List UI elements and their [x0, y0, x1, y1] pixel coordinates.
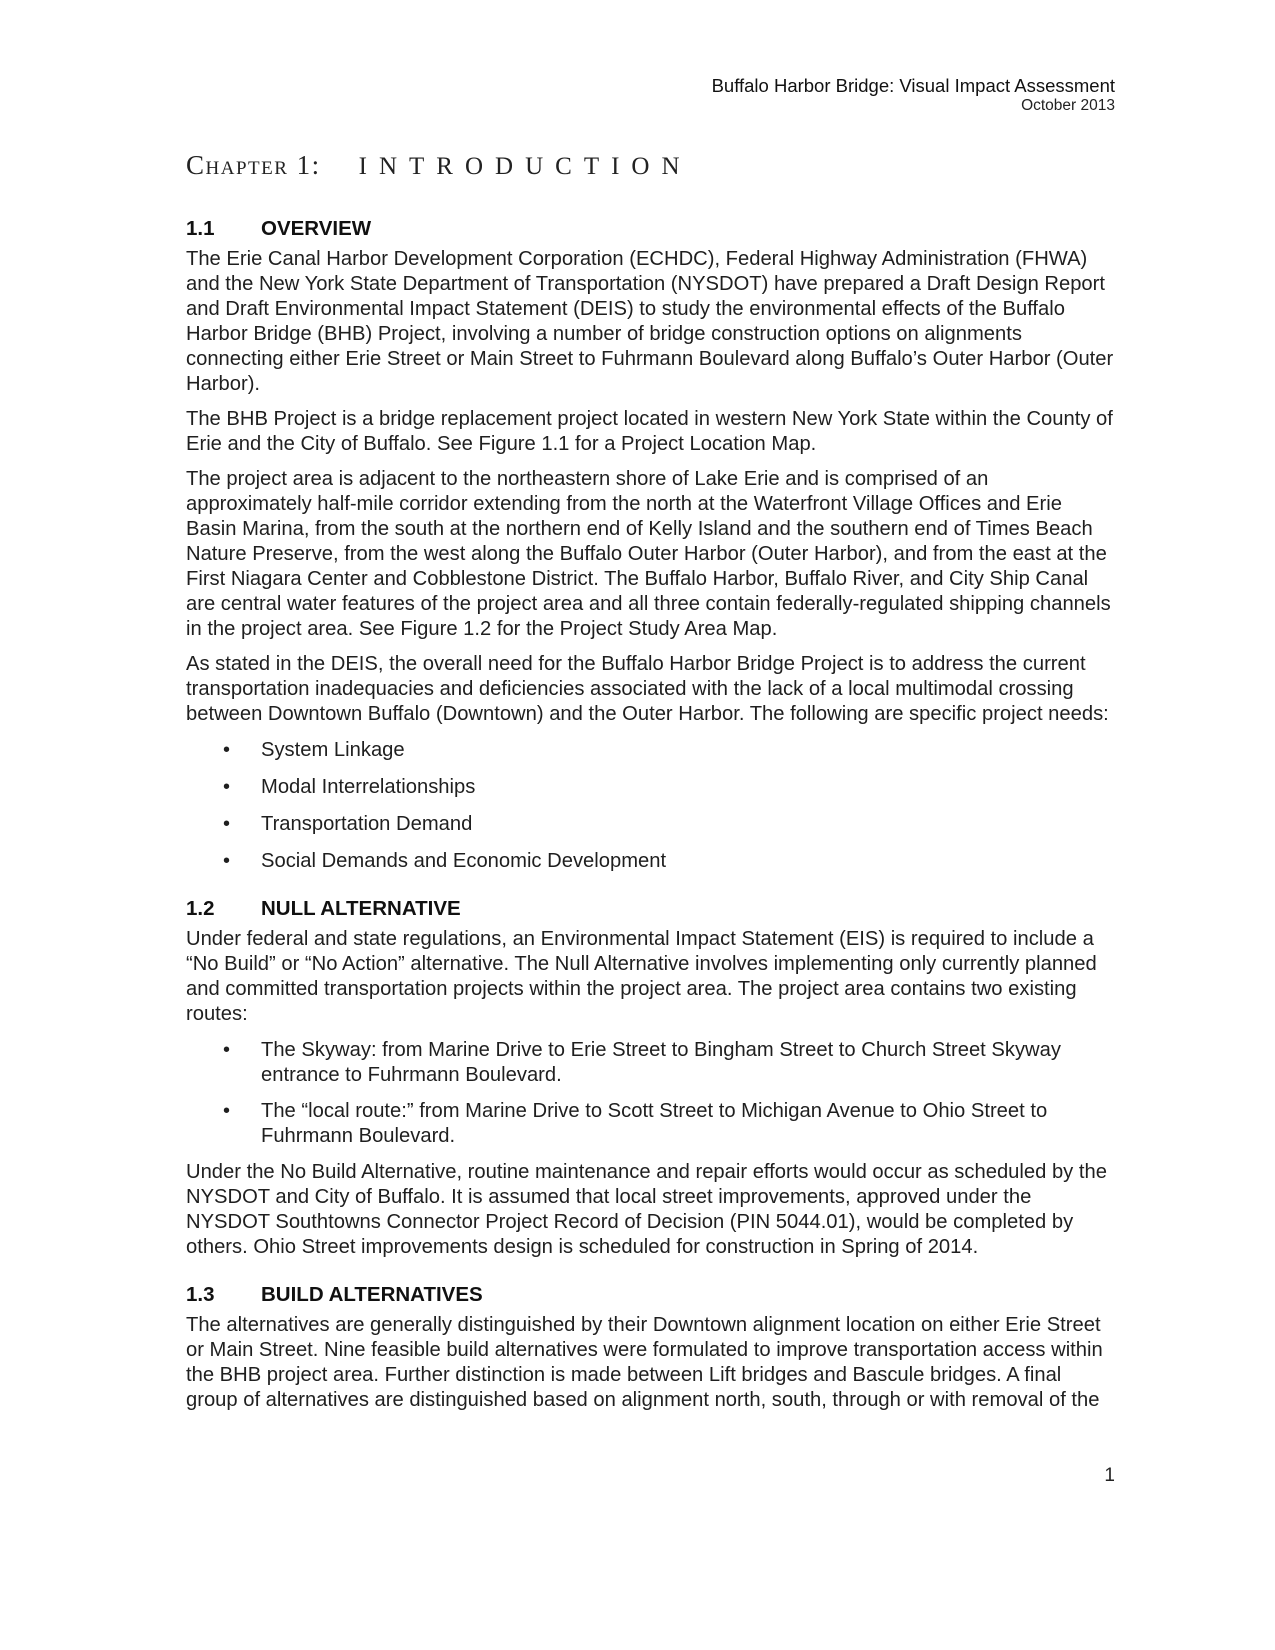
section-title: BUILD ALTERNATIVES — [261, 1283, 483, 1306]
list-item: • System Linkage — [223, 739, 405, 761]
section-title: OVERVIEW — [261, 217, 372, 240]
section-number: 1.2 — [186, 897, 215, 920]
section-heading-null-alternative — [186, 896, 1116, 922]
paragraph: The Erie Canal Harbor Development Corporation (ECHDC), Federal Highway Administration (FHWA) and the New York State Department of Transportation (NYSDOT) have prepared a Draft Design Report and Draft Environmental Impact Statement (DEIS) to study the environmental effects of the Buffalo Harbor Bridge (BHB) Project, involving a number of bridge construction options on alignments connecting either Erie Street or Main Street to Fuhrmann Boulevard along Buffalo’s Outer Harbor (Outer Harbor). — [186, 248, 1114, 395]
list-item: • Transportation Demand — [223, 813, 473, 835]
paragraph: The project area is adjacent to the northeastern shore of Lake Erie and is comprised of an approximately half-mile corridor extending from the north at the Waterfront Village Offices and Erie Basin Marina, from the south at the northern end of Kelly Island and the southern end of Times Beach Nature Preserve, from the west along the Buffalo Outer Harbor (Outer Harbor), and from the east at the First Niagara Center and Cobblestone District. The Buffalo Harbor, Buffalo River, and City Ship Canal are central water features of the project area and all three contain federally-regulated shipping channels in the project area. See Figure 1.2 for the Project Study Area Map. — [186, 468, 1111, 640]
paragraph: Under the No Build Alternative, routine maintenance and repair efforts would occur as scheduled by the NYSDOT and City of Buffalo. It is assumed that local street improvements, approved under the NYSDOT Southtowns Connector Project Record of Decision (PIN 5044.01), would be completed by others. Ohio Street improvements design is scheduled for construction in Spring of 2014. — [186, 1161, 1107, 1258]
bullet-icon: • — [223, 813, 231, 835]
list-item: • The “local route:” from Marine Drive to Scott Street to Michigan Avenue to Ohio Street to Fuhrmann Boulevard. — [223, 1100, 1048, 1147]
paragraph: The BHB Project is a bridge replacement project located in western New York State within the County of Erie and the City of Buffalo. See Figure 1.1 for a Project Location Map. — [186, 408, 1113, 455]
chapter-heading — [186, 150, 692, 181]
section-title: NULL ALTERNATIVE — [261, 897, 461, 920]
routes-list — [186, 1038, 1116, 1149]
bullet-icon: • — [223, 850, 231, 872]
running-header — [712, 75, 1115, 115]
section-heading-overview — [186, 216, 1116, 242]
body-content — [186, 216, 1116, 1413]
section-heading-build-alternatives — [186, 1282, 1116, 1308]
page-number: 1 — [1104, 1465, 1115, 1486]
list-item: • Modal Interrelationships — [223, 776, 476, 798]
bullet-icon: • — [223, 1100, 231, 1122]
bullet-icon: • — [223, 776, 231, 798]
list-item: • The Skyway: from Marine Drive to Erie Street to Bingham Street to Church Street Skyway entrance to Fuhrmann Boulevard. — [223, 1039, 1061, 1086]
paragraph: The alternatives are generally distinguished by their Downtown alignment location on either Erie Street or Main Street. Nine feasible build alternatives were formulated to improve transportation access within the BHB project area. Further distinction is made between Lift bridges and Bascule bridges. A final group of alternatives are distinguished based on alignment north, south, through or with removal of the — [186, 1314, 1103, 1411]
section-number: 1.1 — [186, 217, 215, 240]
chapter-label: Chapter 1: — [186, 150, 321, 180]
document-title: Buffalo Harbor Bridge: Visual Impact Assessment — [711, 75, 1115, 96]
paragraph: As stated in the DEIS, the overall need for the Buffalo Harbor Bridge Project is to address the current transportation inadequacies and deficiencies associated with the lack of a local multimodal crossing between Downtown Buffalo (Downtown) and the Outer Harbor. The following are specific project needs: — [186, 653, 1109, 725]
document-date: October 2013 — [1021, 97, 1115, 114]
bullet-icon: • — [223, 739, 231, 761]
paragraph: Under federal and state regulations, an Environmental Impact Statement (EIS) is required to include a “No Build” or “No Action” alternative. The Null Alternative involves implementing only currently planned and committed transportation projects within the project area. The project area contains two existing routes: — [186, 928, 1097, 1025]
chapter-title: INTRODUCTION — [358, 153, 692, 180]
bullet-icon: • — [223, 1039, 231, 1061]
list-item: • Social Demands and Economic Development — [223, 850, 667, 872]
project-needs-list — [186, 738, 1116, 874]
section-number: 1.3 — [186, 1283, 215, 1306]
